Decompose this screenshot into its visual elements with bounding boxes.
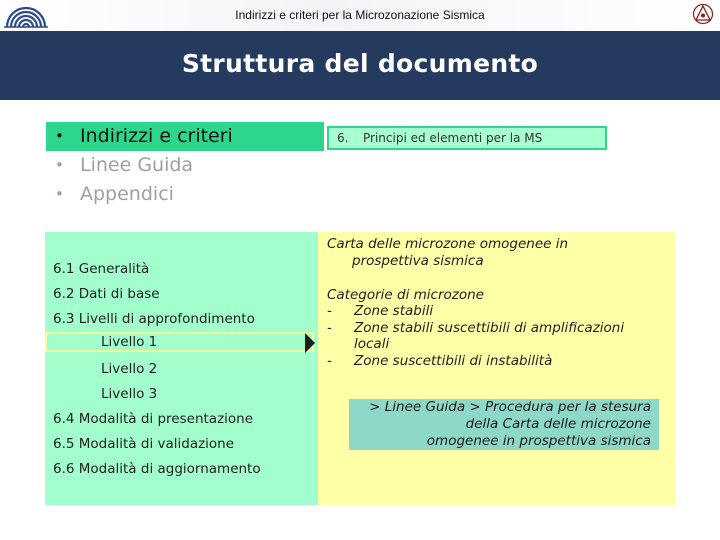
categorie-title: Categorie di microzone: [327, 287, 484, 303]
section-item-label: Appendici: [80, 183, 174, 205]
section-item-indirizzi-criteri[interactable]: [46, 122, 324, 151]
procedure-link-button[interactable]: [349, 399, 659, 450]
toc-item-dati-di-base[interactable]: 6.2 Dati di base: [53, 286, 160, 302]
toc-item-presentazione[interactable]: 6.4 Modalità di presentazione: [53, 411, 254, 427]
bullet-icon: •: [55, 156, 64, 174]
bullet-icon: •: [55, 127, 64, 145]
section-item-appendici[interactable]: [46, 180, 324, 209]
current-item-arrow-icon: [305, 333, 315, 353]
toc-item-livello-1[interactable]: Livello 1: [45, 332, 314, 352]
section-item-linee-guida[interactable]: [46, 151, 324, 180]
category-zone-amplificazioni-cont: locali: [354, 336, 390, 352]
tab-number: 6.: [337, 131, 349, 145]
carta-title-line1: Carta delle microzone omogenee in: [327, 236, 569, 252]
toc-item-livello-2[interactable]: Livello 2: [101, 361, 158, 377]
bullet-icon: •: [55, 185, 64, 203]
dash-marker: -: [327, 353, 332, 369]
top-bar: [0, 0, 720, 31]
dash-marker: -: [327, 320, 332, 336]
category-zone-amplificazioni: Zone stabili suscettibili di amplificazioni: [354, 320, 625, 336]
section-item-label: Linee Guida: [80, 154, 194, 176]
section-list: [46, 122, 324, 209]
category-zone-instabilita: Zone suscettibili di instabilità: [354, 353, 553, 369]
carta-title-line2: prospettiva sismica: [352, 253, 484, 269]
tab-label: Principi ed elementi per la MS: [363, 131, 543, 145]
toc-item-aggiornamento[interactable]: 6.6 Modalità di aggiornamento: [53, 461, 261, 477]
document-top-title: Indirizzi e criteri per la Microzonazione Sismica: [235, 8, 485, 22]
category-zone-stabili: Zone stabili: [354, 303, 434, 319]
compass-emblem-logo: [692, 3, 714, 25]
page-title: Struttura del documento: [181, 49, 539, 78]
link-line1: > Linee Guida > Procedura per la stesura: [369, 399, 651, 415]
dash-marker: -: [327, 303, 332, 319]
toc-item-generalita[interactable]: 6.1 Generalità: [53, 261, 150, 277]
toc-item-validazione[interactable]: 6.5 Modalità di validazione: [53, 436, 235, 452]
toc-item-livello-3[interactable]: Livello 3: [101, 386, 158, 402]
link-line3: omogenee in prospettiva sismica: [426, 433, 651, 449]
tab-inner: [329, 128, 605, 148]
section-item-label: Indirizzi e criteri: [80, 125, 233, 147]
link-line2: della Carta delle microzone: [465, 416, 651, 432]
toc-item-livelli-approfondimento[interactable]: 6.3 Livelli di approfondimento: [53, 311, 255, 327]
toc-panel: [45, 232, 318, 505]
tab-principi-elementi[interactable]: [327, 126, 607, 150]
